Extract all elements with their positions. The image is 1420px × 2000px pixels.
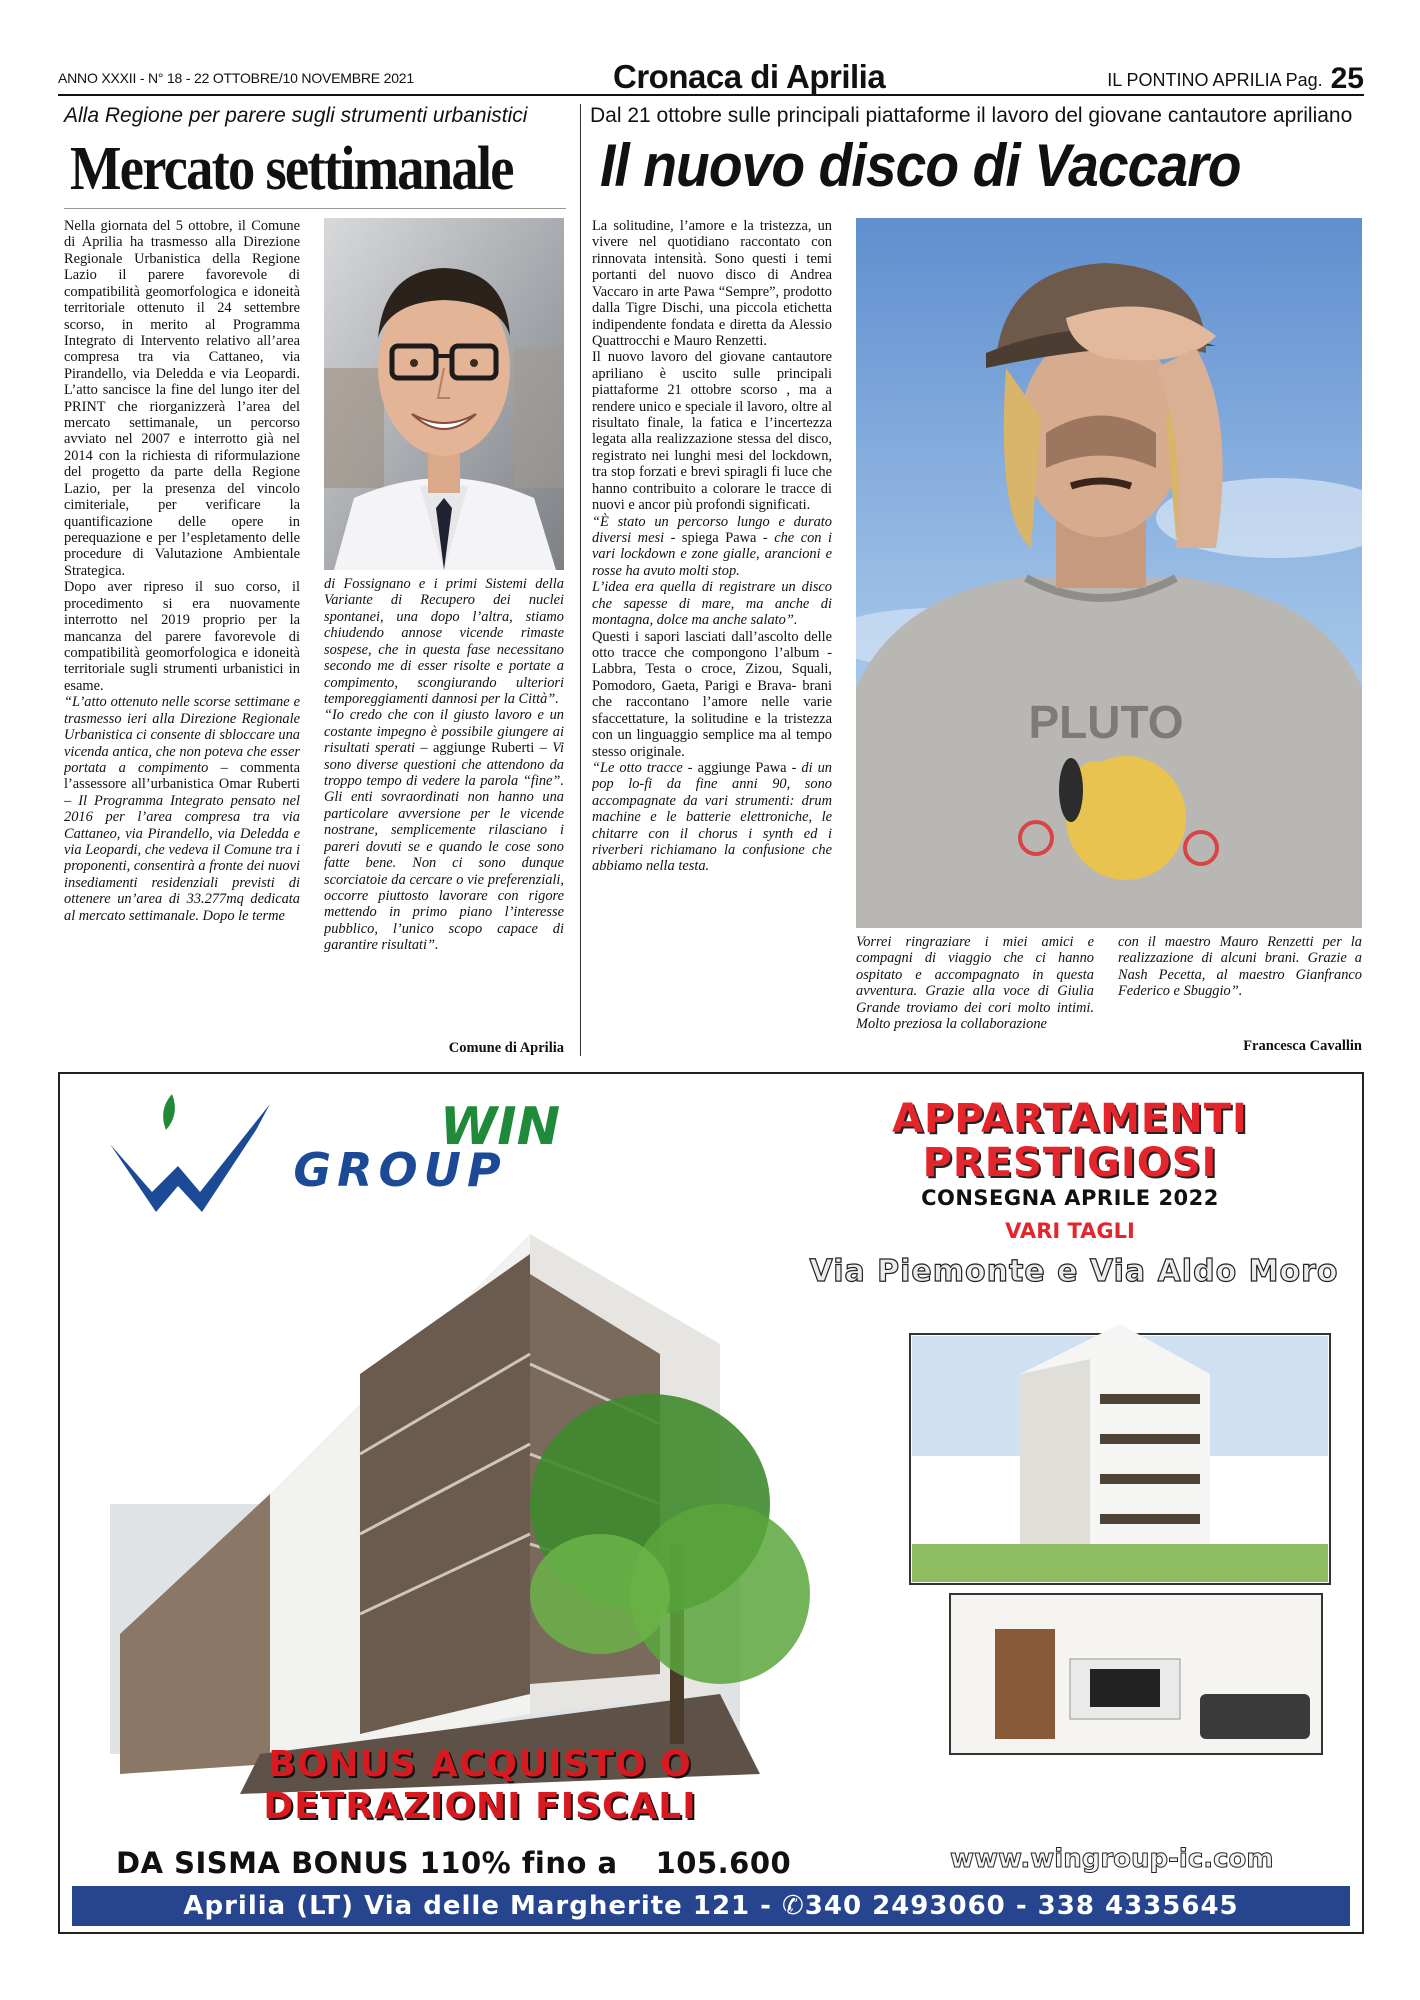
ad-sisma-bonus <box>116 1846 791 1880</box>
left-article-column-1 <box>64 218 300 1054</box>
ad-website-link[interactable]: www.wingroup-ic.com <box>950 1844 1274 1874</box>
ad-sizes: VARI TAGLI <box>1005 1219 1135 1243</box>
brand-word-win: WIN <box>439 1097 561 1157</box>
ad-streets: Via Piemonte e Via Aldo Moro <box>809 1254 1339 1289</box>
left-kicker: Alla Regione per parere sugli strumenti urbanistici <box>64 104 528 127</box>
attribution: aggiunge Pawa - <box>692 759 802 776</box>
headline-rule <box>64 208 566 209</box>
section-title: Cronaca di Aprilia <box>613 58 886 95</box>
page-header <box>58 58 1364 96</box>
attribution: commenta l’assessore all’urbanistica Omar Ruberti – <box>64 759 300 809</box>
right-article-column-3: con il maestro Mauro Renzetti per la realizzazione di alcuni brani. Grazie a Nash Pecetta, al maestro Gianfranco Federico e Sbuggio”. <box>1118 934 1362 1000</box>
quote: che con i vari lockdown e zone gialle, arancioni e rosse ha avuto molti stop. <box>592 530 832 579</box>
quote: di Fossignano e i primi Sistemi della Variante di Recupero dei nuclei spontanei, una dopo l’altra, stiamo chiudendo annose vicende rimaste sospese, che in questa fase necessitano secondo me di esser risolte e portate a compimento, scongiurando ulteriori temporeggiamenti dannosi per la Città”. <box>324 576 564 707</box>
logo-leaf-icon <box>163 1094 175 1130</box>
singer-with-cap-and-sweater <box>856 218 1362 928</box>
inset-interior-render <box>950 1594 1322 1754</box>
paragraph: Il nuovo lavoro del giovane cantautore apriliano è uscito sulle principali piattaforme 21 ottobre scorso , ma a rendere unico e speciale il lavoro, oltre al risultato finale, la fatica e l’incertezza legata alla realizzazione stessa del disco, registrato nei lunghi mesi del lockdown, tra stop forzati e brevi spiragli fi luce che hanno contribuito a colorare le tracce di nuovi e ancor più profondi significati. <box>592 349 832 514</box>
paper-label: IL PONTINO APRILIA Pag. <box>1107 70 1323 90</box>
real-estate-advertisement <box>58 1072 1364 1934</box>
paragraph: La solitudine, l’amore e la tristezza, un vivere nel quotidiano raccontato con rinnovata intensità. Sono questi i temi portanti del nuovo disco di Andrea Vaccaro in arte Pawa “Sempre”, prodotto dalla Tigre Dischi, una piccola etichetta indipendente fondata e diretta da Alessio Quattrocchi e Mauro Renzetti. <box>592 218 832 349</box>
ad-bonus-line-1: BONUS ACQUISTO O <box>268 1744 692 1785</box>
paragraph: Nella giornata del 5 ottobre, il Comune di Aprilia ha trasmesso alla Direzione Regionale Urbanistica della Regione Lazio il parere favorevole di compatibilità geomorfologica e idoneità territoriale ottenuto il 24 settembre scorso, in merito al Programma Integrato di Intervento relativo all’area compresa tra via Cattaneo, via Pirandello, via Deledda e via Leopardi. L’atto sancisce la fine del lungo iter del PRINT che riorganizzerà l’area del mercato settimanale, un percorso avviato nel 2007 e interrotto già nel 2014 con la richiesta di riformulazione del progetto da parte della Regione Lazio, per la presenza del vincolo cimiteriale, per verificare la quantificazione delle opere in perequazione e per l’espletamento delle procedure di Valutazione Ambientale Strategica. <box>64 218 300 579</box>
ad-headline-1: APPARTAMENTI <box>892 1096 1248 1142</box>
inset-building-render <box>910 1324 1330 1584</box>
paper-name <box>1107 62 1364 96</box>
paragraph <box>64 694 300 924</box>
right-signature: Francesca Cavallin <box>1243 1038 1362 1054</box>
quote: L’idea era quella di registrare un disco che sapesse di mare, ma anche di montagna, dolce ma anche salato”. <box>592 579 832 629</box>
quote: di un pop lo-fi da fine anni 90, sono accompagnate da vari strumenti: drum machine e le batterie elettroniche, le chitarre con il chorus i synth ed i riverberi richiamano la confusione che abbiamo nella testa. <box>592 759 832 875</box>
paragraph <box>592 760 832 875</box>
paragraph <box>324 707 564 953</box>
quote: “L’atto ottenuto nelle scorse settimane e trasmesso ieri alla Direzione Regionale Urbanistica ci consente di sbloccare una vicenda antica, che non poteva che esser portata a compimento – <box>64 694 300 776</box>
attribution: aggiunge Ruberti – <box>427 740 553 757</box>
brand-word-group: GROUP <box>293 1143 507 1197</box>
page-number: 25 <box>1330 62 1364 95</box>
right-headline: Il nuovo disco di Vaccaro <box>600 132 1241 199</box>
quote: “È stato un percorso lungo e durato diversi mesi - <box>592 513 832 547</box>
quote: “Le otto tracce - <box>592 759 693 776</box>
ad-headline-2: PRESTIGIOSI <box>922 1140 1218 1186</box>
portrait-photo <box>324 218 564 570</box>
quote: Il Programma Integrato pensato nel 2016 per l’area compresa tra via Cattaneo, via Pirandello, via Deledda e via Leopardi, che vedeva il Comune tra i proponenti, consentirà a fronte dei nuovi insediamenti residenziali previsti di ottenere un’area di 33.277mq dedicata al mercato settimanale. Dopo le terme <box>64 792 300 924</box>
paragraph: Dopo aver ripreso il suo corso, il procedimento si era nuovamente interrotto nel 2019 proprio per la mancanza del parere favorevole di compatibilità geomorfologica e idoneità territoriale sugli strumenti urbanistici in esame. <box>64 579 300 694</box>
column-divider <box>580 104 581 1056</box>
ad-delivery-date: CONSEGNA APRILE 2022 <box>921 1186 1219 1210</box>
paragraph: Questi i sapori lasciati dall’ascolto delle otto tracce che compongono l’album - Labbra, Testa o croce, Zizou, Squali, Pomodoro, Gaeta, Parigi e Brava- brani che raccontano l’amore nelle varie sfaccettature, la solitudine e la tristezza con un linguaggio semplice ma al tempo stesso originale. <box>592 628 832 760</box>
singer-photo <box>856 218 1362 928</box>
left-article-column-2 <box>324 576 564 1046</box>
left-headline: Mercato settimanale <box>70 135 513 203</box>
sisma-amount: 105.600 <box>655 1846 792 1880</box>
left-signature: Comune di Aprilia <box>448 1040 564 1056</box>
ad-bonus-line-2: DETRAZIONI FISCALI <box>263 1786 697 1827</box>
paragraph <box>592 514 832 580</box>
quote: “Io credo che con il giusto lavoro e un costante impegno è possibile giungere ai risultati sperati – <box>324 707 564 757</box>
sweater-print-text: PLUTO <box>1028 696 1184 748</box>
issue-info: ANNO XXXII - N° 18 - 22 OTTOBRE/10 NOVEMBRE 2021 <box>58 70 414 86</box>
portrait-man-glasses <box>324 218 564 570</box>
ad-contact-footer: Aprilia (LT) Via delle Margherite 121 - ✆340 2493060 - 338 4335645 <box>72 1886 1350 1926</box>
right-article-column-2: Vorrei ringraziare i miei amici e compagni di viaggio che ci hanno ospitato e accompagnato in questa avventura. Grazie alla voce di Giulia Grande troviamo dei cori molto intimi. Molto preziosa la collaborazione <box>856 934 1094 1033</box>
right-kicker: Dal 21 ottobre sulle principali piattaforme il lavoro del giovane cantautore apriliano <box>590 104 1353 127</box>
wingroup-logo-mark <box>110 1104 270 1212</box>
attribution: spiega Pawa - <box>675 530 775 547</box>
quote: Vi sono diverse questioni che attendono da troppo tempo di vedere la parola “fine”. Gli enti sovraordinati non hanno una particolare avversione per le vicende nostrane, semplicemente rilasciano i pareri dovuti se e quando le cose sono fatte bene. Non ci sono dunque scorciatoie da cercare o vie preferenziali, occorre piuttosto lavorare con rigore mettendo in primo piano l’interesse pubblico, l’unico scopo capace di garantire risultati”. <box>324 740 564 954</box>
right-article-column-1 <box>592 218 832 1054</box>
sisma-text: DA SISMA BONUS 110% fino a <box>116 1846 618 1880</box>
